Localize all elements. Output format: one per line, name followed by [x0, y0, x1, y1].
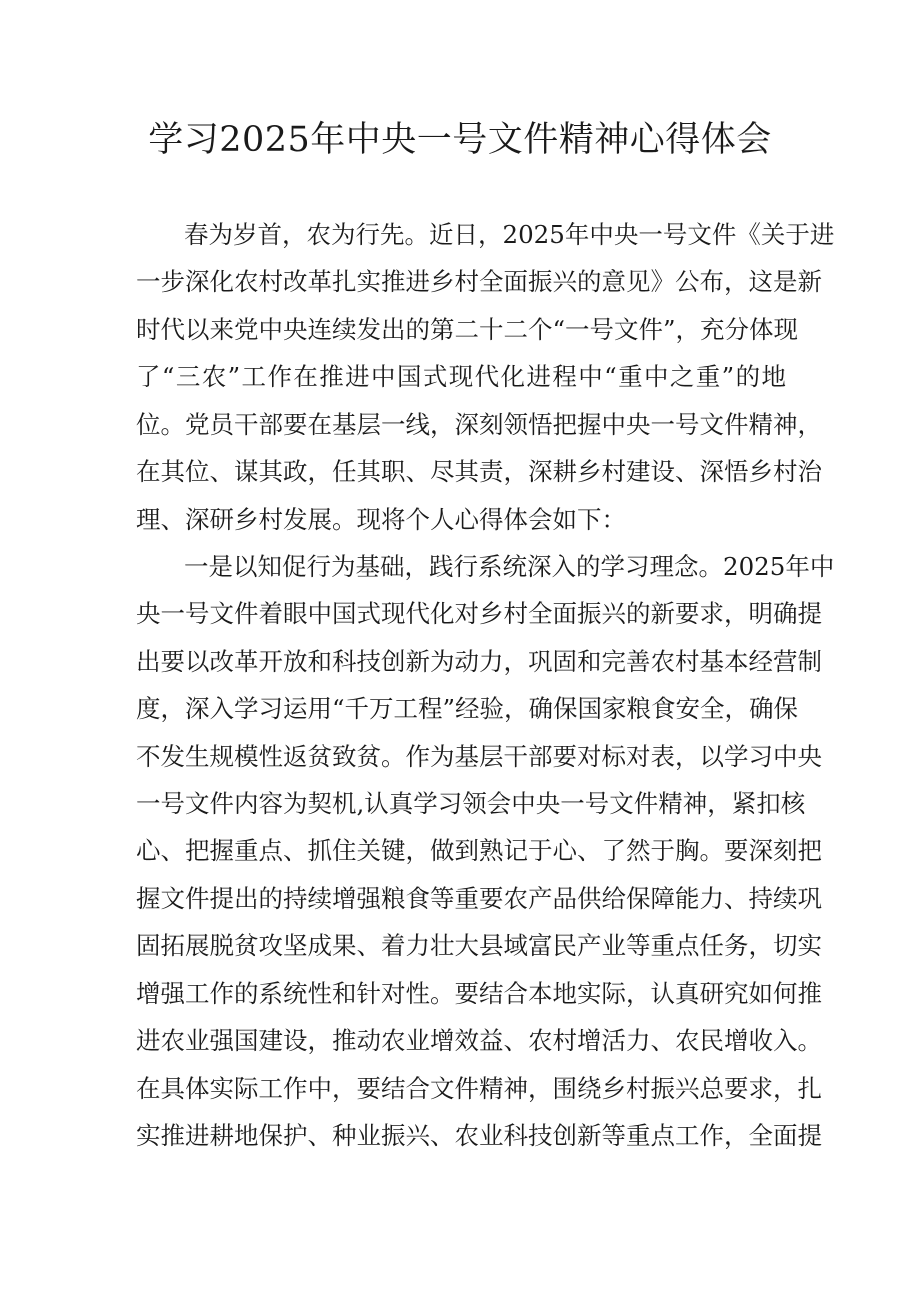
paragraph-line: 时代以来党中央连续发出的第二十二个“一号文件”，充分体现 — [136, 315, 799, 344]
paragraph-line: 在其位、谋其政，任其职、尽其责，深耕乡村建设、深悟乡村治 — [136, 457, 822, 486]
paragraph-line: 理、深研乡村发展。现将个人心得体会如下： — [136, 505, 626, 534]
paragraph-line: 不发生规模性返贫致贫。作为基层干部要对标对表，以学习中央 — [136, 742, 822, 771]
paragraph-line: 增强工作的系统性和针对性。要结合本地实际，认真研究如何推 — [136, 979, 822, 1008]
paragraph-line: 一步深化农村改革扎实推进乡村全面振兴的意见》公布，这是新 — [136, 267, 822, 296]
paragraph-line: 心、把握重点、抓住关键，做到熟记于心、了然于胸。要深刻把 — [136, 836, 822, 865]
paragraph-line: 出要以改革开放和科技创新为动力，巩固和完善农村基本经营制 — [136, 647, 822, 676]
paragraph-line: 一号文件内容为契机,认真学习领会中央一号文件精神，紧扣核 — [136, 789, 806, 818]
paragraph-line: 实推进耕地保护、种业振兴、农业科技创新等重点工作，全面提 — [136, 1121, 822, 1150]
paragraph-line: 了“三农”工作在推进中国式现代化进程中“重中之重”的地 — [136, 362, 786, 391]
paragraph-line: 位。党员干部要在基层一线，深刻领悟把握中央一号文件精神， — [136, 410, 822, 439]
paragraph-line: 握文件提出的持续增强粮食等重要农产品供给保障能力、持续巩 — [136, 884, 822, 913]
paragraph-line: 春为岁首，农为行先。近日，2025年中央一号文件《关于进 — [184, 220, 835, 249]
paragraph-line: 度，深入学习运用“千万工程”经验，确保国家粮食安全，确保 — [136, 694, 799, 723]
paragraph-line: 央一号文件着眼中国式现代化对乡村全面振兴的新要求，明确提 — [136, 599, 822, 628]
document-title: 学习2025年中央一号文件精神心得体会 — [148, 120, 772, 160]
paragraph-line: 一是以知促行为基础，践行系统深入的学习理念。2025年中 — [184, 552, 835, 581]
paragraph-line: 进农业强国建设，推动农业增效益、农村增活力、农民增收入。 — [136, 1026, 822, 1055]
paragraph-line: 固拓展脱贫攻坚成果、着力壮大县域富民产业等重点任务，切实 — [136, 931, 822, 960]
paragraph-line: 在具体实际工作中，要结合文件精神，围绕乡村振兴总要求，扎 — [136, 1074, 822, 1103]
